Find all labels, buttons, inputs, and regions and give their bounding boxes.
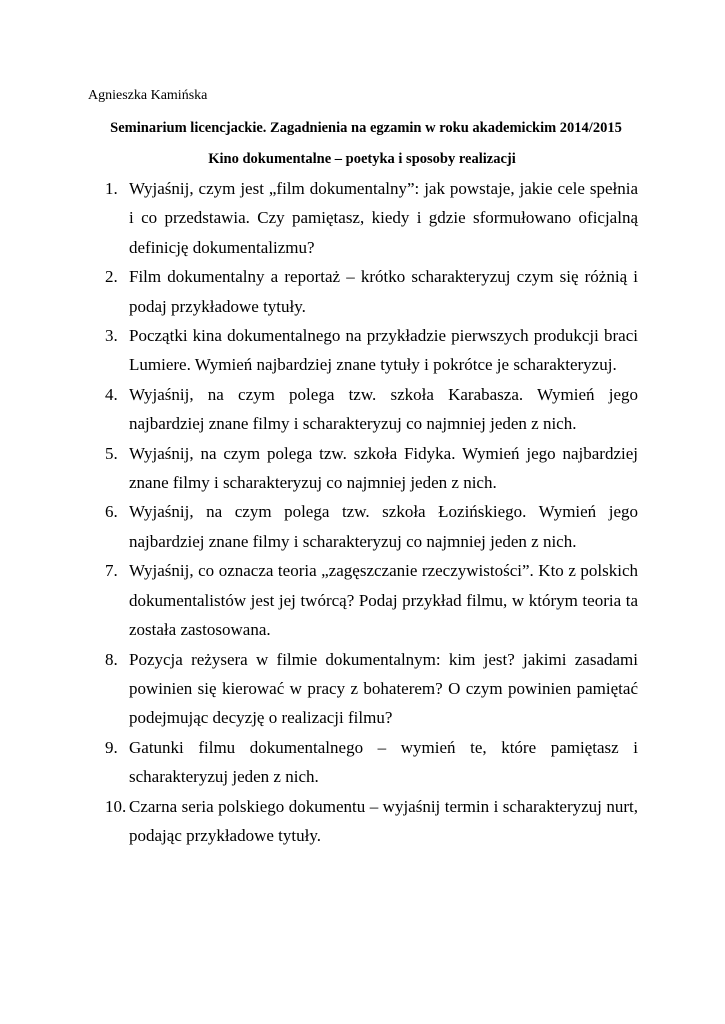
author-name: Agnieszka Kamińska [88, 88, 208, 103]
question-text: Wyjaśnij, na czym polega tzw. szkoła Karabasza. Wymień jego najbardziej znane filmy i scharakteryzuj co najmniej jeden z nich. [129, 384, 638, 434]
question-text: Wyjaśnij, co oznacza teoria „zagęszczanie rzeczywistości”. Kto z polskich dokumentalistów jest jej twórcą? Podaj przykład filmu, w którym teoria ta została zastosowana. [129, 561, 638, 640]
question-item [0, 733, 725, 792]
question-text: Film dokumentalny a reportaż – krótko scharakteryzuj czym się różnią i podaj przykładowe tytuły. [129, 267, 638, 316]
question-number: 10. [105, 796, 127, 816]
question-number: 5. [105, 443, 118, 463]
question-number: 4. [105, 384, 118, 404]
question-number: 2. [105, 267, 118, 287]
question-text: Pozycja reżysera w filmie dokumentalnym: kim jest? jakimi zasadami powinien się kierować w pracy z bohaterem? O czym powinien pamiętać podejmując decyzję o realizacji filmu? [129, 649, 638, 728]
question-item [0, 380, 725, 439]
question-number: 7. [105, 561, 118, 581]
question-item [0, 262, 725, 321]
question-text: Wyjaśnij, czym jest „film dokumentalny”: jak powstaje, jakie cele spełnia i co przedstawia. Czy pamiętasz, kiedy i gdzie sformułowano oficjalną definicję dokumentalizmu? [129, 179, 638, 257]
document-subtitle: Kino dokumentalne – poetyka i sposoby realizacji [208, 151, 516, 167]
question-number: 1. [105, 179, 118, 198]
question-text: Gatunki filmu dokumentalnego – wymień te, które pamiętasz i scharakteryzuj jeden z nich. [129, 737, 638, 787]
question-number: 3. [105, 326, 118, 346]
question-text: Wyjaśnij, na czym polega tzw. szkoła Łozińskiego. Wymień jego najbardziej znane filmy i scharakteryzuj co najmniej jeden z nich. [129, 502, 638, 551]
question-item [0, 645, 725, 733]
question-number: 8. [105, 649, 118, 669]
question-text: Wyjaśnij, na czym polega tzw. szkoła Fidyka. Wymień jego najbardziej znane filmy i scharakteryzuj co najmniej jeden z nich. [129, 443, 638, 493]
question-text: Czarna seria polskiego dokumentu – wyjaśnij termin i scharakteryzuj nurt, podając przykładowe tytuły. [129, 796, 638, 845]
question-item [0, 439, 725, 498]
question-item [0, 556, 725, 644]
question-item [0, 792, 725, 851]
question-number: 9. [105, 737, 118, 757]
question-item [0, 174, 725, 262]
question-number: 6. [105, 502, 118, 522]
question-text: Początki kina dokumentalnego na przykładzie pierwszych produkcji braci Lumiere. Wymień najbardziej znane tytuły i pokrótce je scharakteryzuj. [129, 326, 638, 375]
question-item [0, 321, 725, 380]
document-title: Seminarium licencjackie. Zagadnienia na egzamin w roku akademickim 2014/2015 [110, 120, 622, 136]
question-item [0, 497, 725, 556]
question-list [0, 174, 725, 850]
